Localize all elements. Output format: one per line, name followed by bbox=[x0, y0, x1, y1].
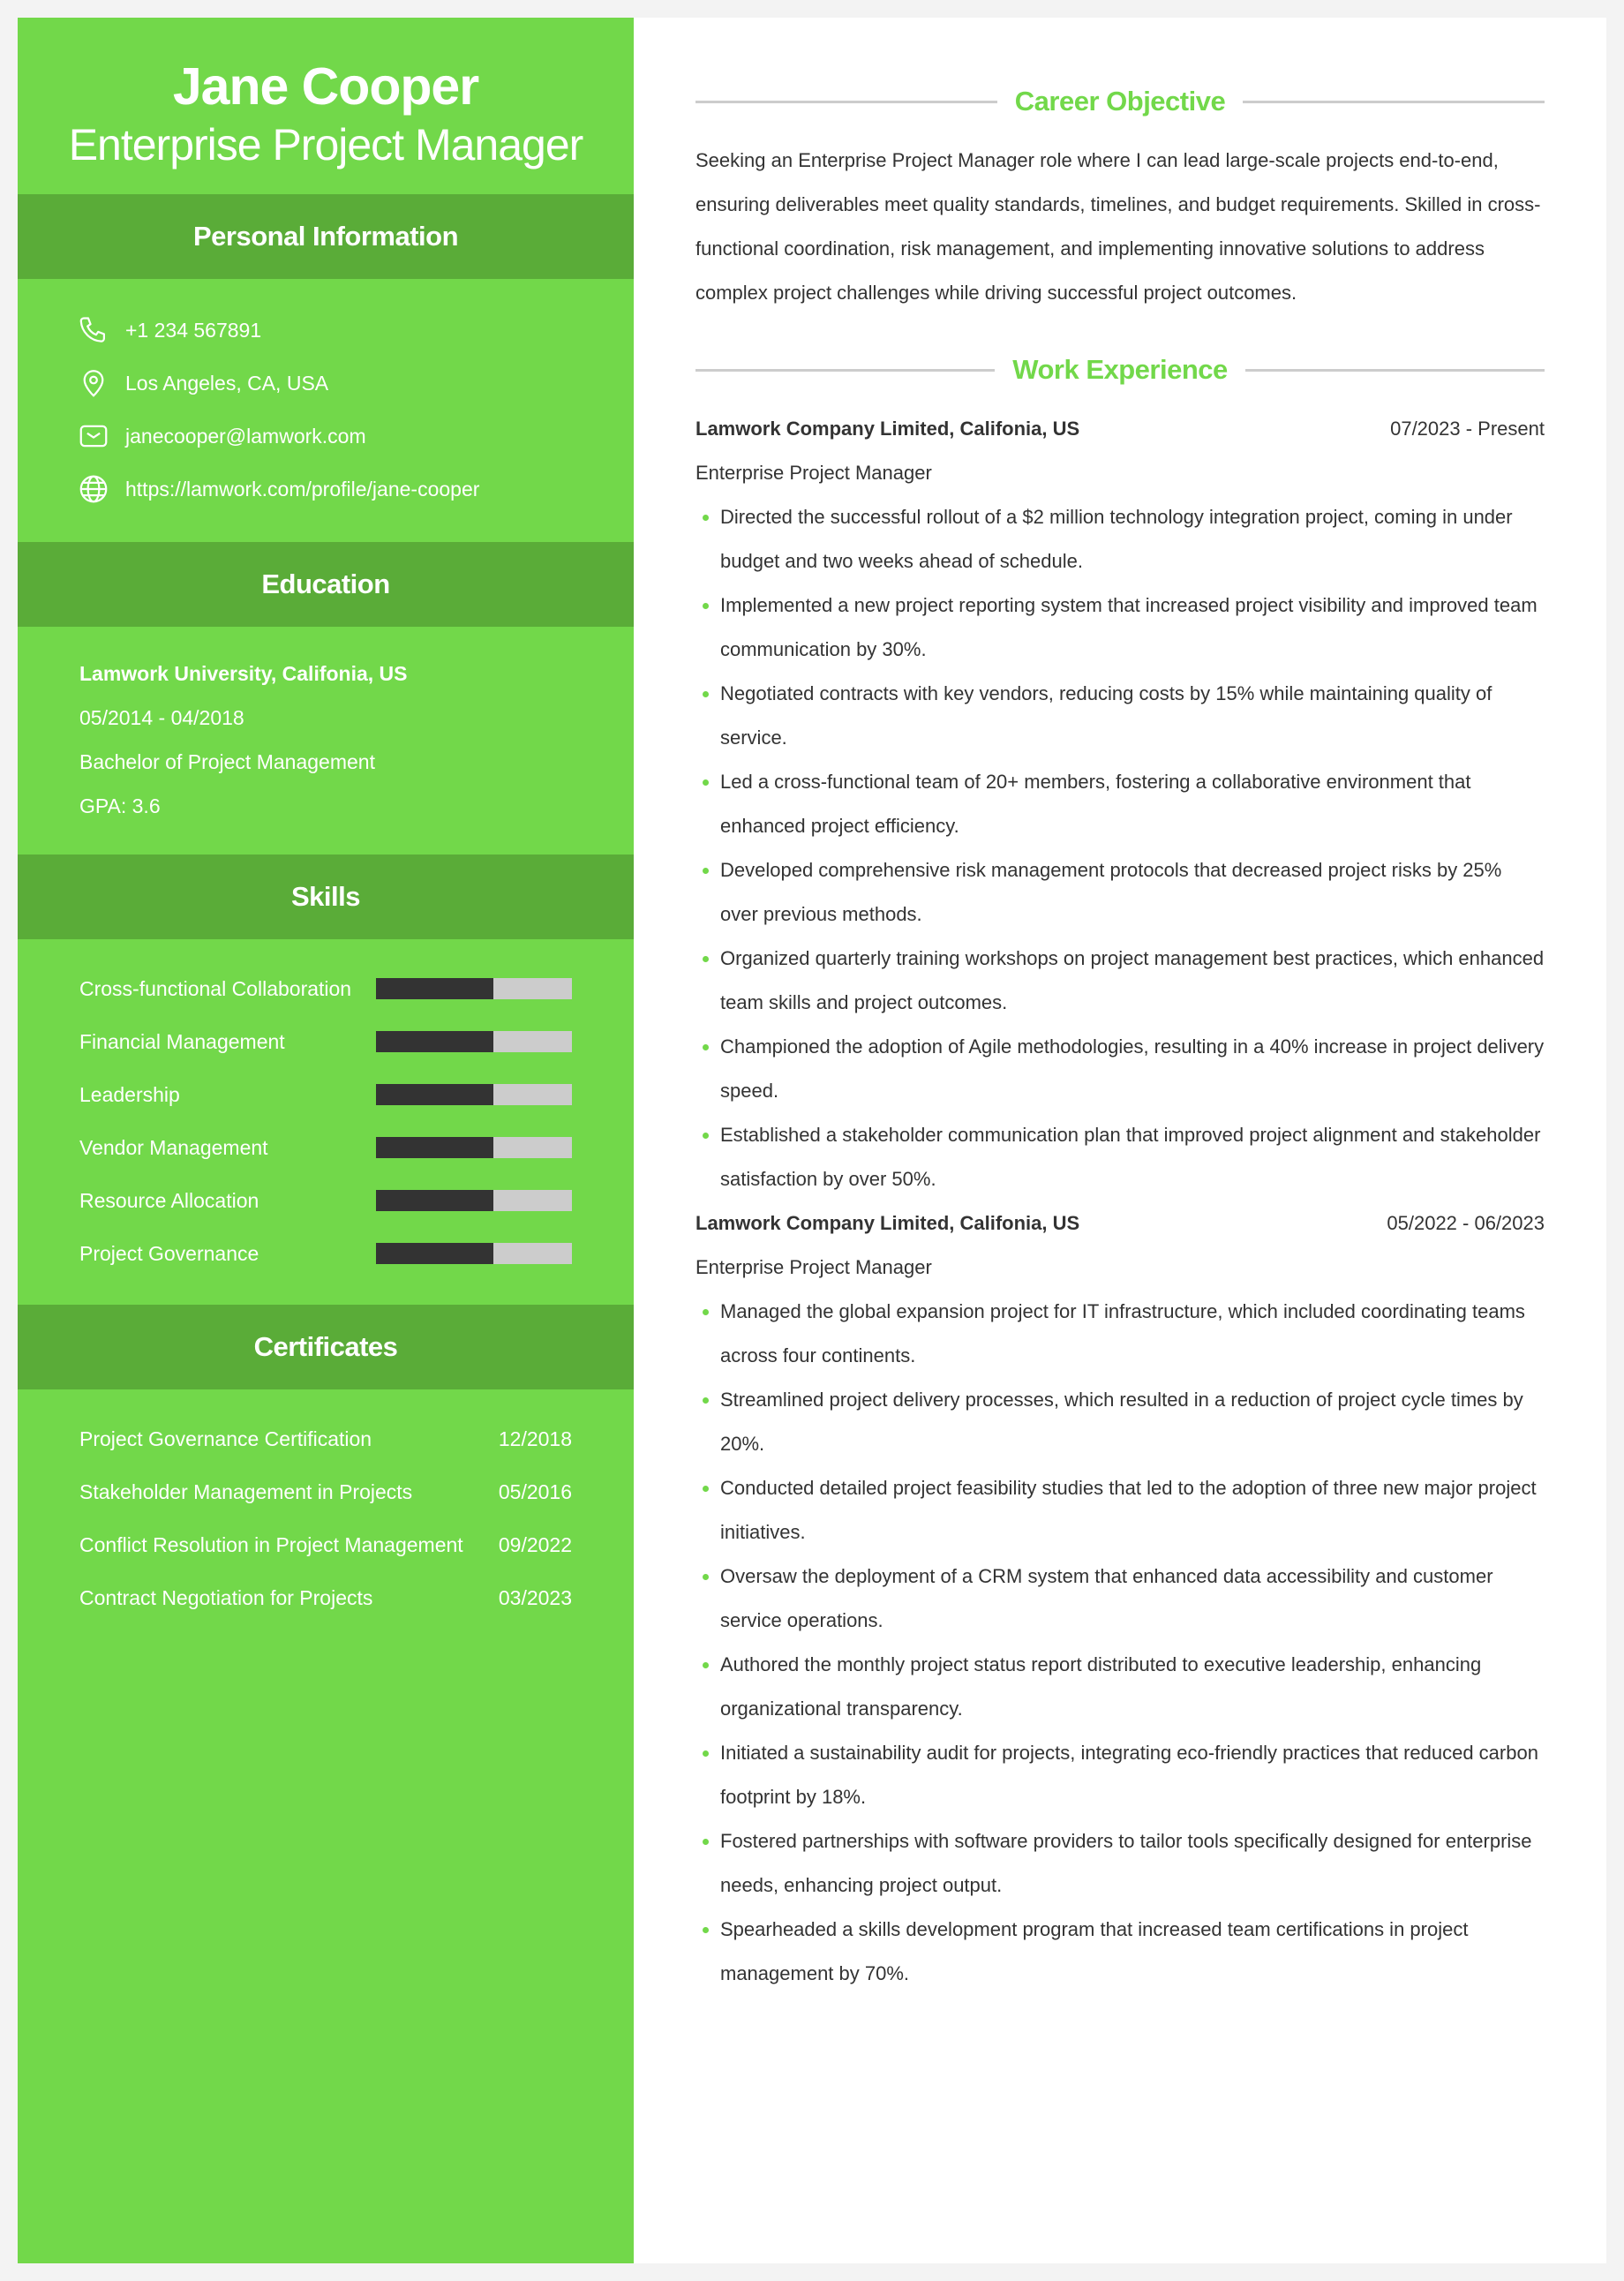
location-icon bbox=[76, 365, 111, 401]
job-bullet: Fostered partnerships with software providers to tailor tools specifically designed for enterprise needs, enhancing project output. bbox=[720, 1819, 1545, 1908]
education-degree: Bachelor of Project Management bbox=[79, 750, 375, 773]
skill-item bbox=[79, 1015, 572, 1068]
skill-level-bar bbox=[376, 1084, 572, 1105]
skill-level-fill bbox=[376, 1190, 493, 1211]
resume-header bbox=[18, 18, 634, 194]
skill-level-fill bbox=[376, 1137, 493, 1158]
email-link[interactable]: janecooper@lamwork.com bbox=[125, 424, 366, 448]
skill-level-fill bbox=[376, 1243, 493, 1264]
divider bbox=[1243, 101, 1545, 103]
work-experience-title bbox=[695, 350, 1545, 389]
main-content bbox=[634, 18, 1606, 2263]
career-objective-title bbox=[695, 82, 1545, 121]
skill-level-fill bbox=[376, 1031, 493, 1052]
sidebar bbox=[18, 18, 634, 2263]
work-experience-list bbox=[695, 407, 1545, 1996]
job-bullet: Organized quarterly training workshops on project management best practices, which enhanced team skills and project outcomes. bbox=[720, 937, 1545, 1025]
contact-website bbox=[76, 463, 634, 516]
certificate-name: Conflict Resolution in Project Management bbox=[79, 1532, 463, 1556]
work-experience-heading: Work Experience bbox=[1012, 354, 1228, 385]
job-company: Lamwork Company Limited, Califonia, US bbox=[695, 418, 1080, 440]
career-objective-text: Seeking an Enterprise Project Manager role where I can lead large-scale projects end-to-end, ensuring deliverables meet quality standards, timelines, and budget requirements. Skilled in cross-functional coordination, risk management, and implementing innovative solutions to address complex project challenges while driving successful project outcomes. bbox=[695, 149, 1541, 304]
job-bullet: Oversaw the deployment of a CRM system that enhanced data accessibility and customer service operations. bbox=[720, 1555, 1545, 1643]
skill-level-fill bbox=[376, 1084, 493, 1105]
website-link[interactable]: https://lamwork.com/profile/jane-cooper bbox=[125, 477, 480, 501]
job-bullet: Developed comprehensive risk management protocols that decreased project risks by 25% over previous methods. bbox=[720, 848, 1545, 937]
phone-text[interactable]: +1 234 567891 bbox=[125, 318, 262, 342]
education-dates: 05/2014 - 04/2018 bbox=[79, 706, 244, 729]
skill-name: Resource Allocation bbox=[79, 1188, 259, 1212]
job-bullet: Spearheaded a skills development program that increased team certifications in project management by 70%. bbox=[720, 1908, 1545, 1996]
job-bullet: Negotiated contracts with key vendors, reducing costs by 15% while maintaining quality of service. bbox=[720, 672, 1545, 760]
certificate-item bbox=[79, 1571, 572, 1624]
job-entry bbox=[695, 407, 1545, 1201]
location-text: Los Angeles, CA, USA bbox=[125, 371, 329, 395]
skill-level-bar bbox=[376, 1031, 572, 1052]
job-bullet: Established a stakeholder communication plan that improved project alignment and stakeholder satisfaction by over 50%. bbox=[720, 1113, 1545, 1201]
divider bbox=[695, 369, 995, 372]
skill-level-bar bbox=[376, 1137, 572, 1158]
job-role: Enterprise Project Manager bbox=[695, 1256, 932, 1278]
job-dates: 05/2022 - 06/2023 bbox=[1387, 1212, 1545, 1234]
job-header bbox=[695, 1201, 1545, 1246]
job-bullets bbox=[695, 495, 1545, 1201]
certificate-name: Stakeholder Management in Projects bbox=[79, 1479, 413, 1503]
skill-item bbox=[79, 962, 572, 1015]
phone-icon bbox=[76, 312, 111, 348]
skill-name: Cross-functional Collaboration bbox=[79, 976, 352, 1000]
job-company: Lamwork Company Limited, Califonia, US bbox=[695, 1212, 1080, 1234]
skill-item bbox=[79, 1121, 572, 1174]
education-section bbox=[18, 627, 634, 854]
certificate-item bbox=[79, 1412, 572, 1465]
skill-level-bar bbox=[376, 1190, 572, 1211]
certificate-date: 03/2023 bbox=[498, 1585, 572, 1609]
skill-level-bar bbox=[376, 978, 572, 999]
job-bullet: Led a cross-functional team of 20+ members, fostering a collaborative environment that enhanced project efficiency. bbox=[720, 760, 1545, 848]
job-entry bbox=[695, 1201, 1545, 1996]
candidate-name: Jane Cooper bbox=[172, 57, 479, 116]
certificates-list bbox=[18, 1389, 634, 1624]
skill-name: Financial Management bbox=[79, 1029, 285, 1053]
certificate-item bbox=[79, 1518, 572, 1571]
job-bullet: Conducted detailed project feasibility studies that led to the adoption of three new major project initiatives. bbox=[720, 1466, 1545, 1555]
certificate-name: Contract Negotiation for Projects bbox=[79, 1585, 373, 1609]
resume-page bbox=[18, 18, 1606, 2263]
job-role: Enterprise Project Manager bbox=[695, 462, 932, 484]
skill-name: Project Governance bbox=[79, 1241, 259, 1265]
skill-name: Vendor Management bbox=[79, 1135, 268, 1159]
job-bullet: Initiated a sustainability audit for projects, integrating eco-friendly practices that reduced carbon footprint by 18%. bbox=[720, 1731, 1545, 1819]
personal-info-heading: Personal Information bbox=[18, 194, 634, 279]
skills-list bbox=[18, 939, 634, 1305]
divider bbox=[695, 101, 997, 103]
certificate-date: 05/2016 bbox=[498, 1479, 572, 1503]
certificate-name: Project Governance Certification bbox=[79, 1427, 372, 1450]
career-objective-heading: Career Objective bbox=[1014, 86, 1226, 117]
job-bullets bbox=[695, 1290, 1545, 1996]
contact-email bbox=[76, 410, 634, 463]
education-gpa: GPA: 3.6 bbox=[79, 794, 161, 817]
certificate-date: 09/2022 bbox=[498, 1532, 572, 1556]
job-bullet: Authored the monthly project status report distributed to executive leadership, enhancing organizational transparency. bbox=[720, 1643, 1545, 1731]
skills-heading: Skills bbox=[18, 854, 634, 939]
skill-level-bar bbox=[376, 1243, 572, 1264]
job-bullet: Implemented a new project reporting system that increased project visibility and improved team communication by 30%. bbox=[720, 583, 1545, 672]
job-bullet: Managed the global expansion project for IT infrastructure, which included coordinating teams across four continents. bbox=[720, 1290, 1545, 1378]
globe-icon bbox=[76, 471, 111, 507]
job-dates: 07/2023 - Present bbox=[1390, 418, 1545, 440]
contact-location bbox=[76, 357, 634, 410]
skill-item bbox=[79, 1227, 572, 1280]
skill-name: Leadership bbox=[79, 1082, 180, 1106]
skill-item bbox=[79, 1174, 572, 1227]
candidate-title: Enterprise Project Manager bbox=[68, 120, 583, 169]
job-bullet: Directed the successful rollout of a $2 million technology integration project, coming in under budget and two weeks ahead of schedule. bbox=[720, 495, 1545, 583]
certificate-date: 12/2018 bbox=[498, 1427, 572, 1450]
contact-list bbox=[18, 279, 634, 542]
divider bbox=[1245, 369, 1545, 372]
education-heading: Education bbox=[18, 542, 634, 627]
job-bullet: Streamlined project delivery processes, which resulted in a reduction of project cycle times by 20%. bbox=[720, 1378, 1545, 1466]
contact-phone bbox=[76, 304, 634, 357]
certificates-heading: Certificates bbox=[18, 1305, 634, 1389]
job-header bbox=[695, 407, 1545, 451]
email-icon bbox=[76, 418, 111, 454]
job-bullet: Championed the adoption of Agile methodologies, resulting in a 40% increase in project delivery speed. bbox=[720, 1025, 1545, 1113]
skill-item bbox=[79, 1068, 572, 1121]
certificate-item bbox=[79, 1465, 572, 1518]
skill-level-fill bbox=[376, 978, 493, 999]
education-school: Lamwork University, Califonia, US bbox=[79, 662, 408, 685]
